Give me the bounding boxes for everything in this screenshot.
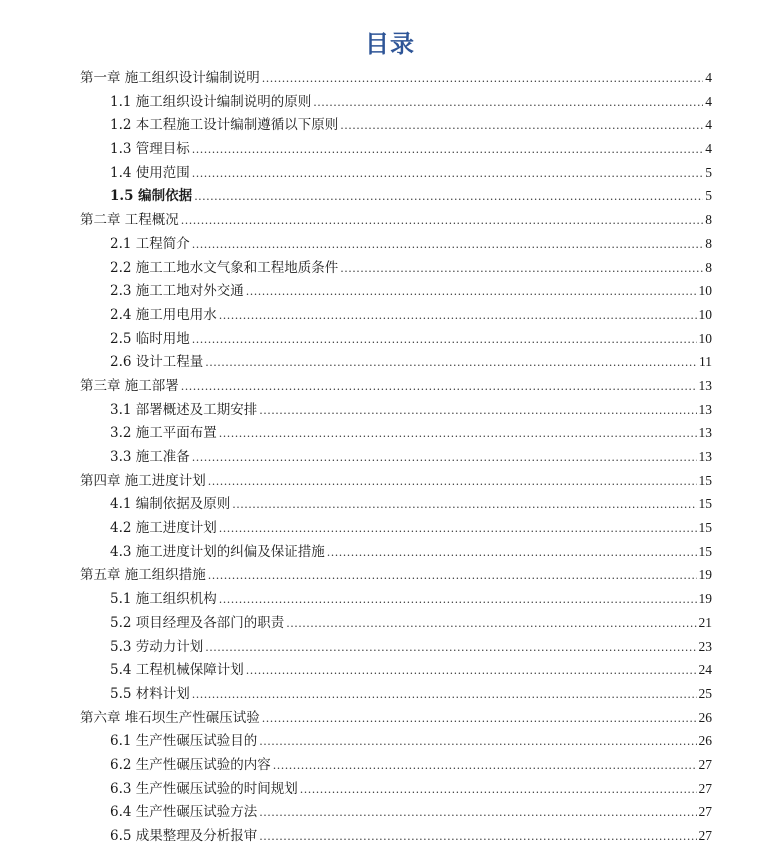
dot-leader [262, 67, 703, 91]
dot-leader [340, 257, 703, 281]
toc-entry-label: 4.1 编制依据及原则 [110, 496, 231, 513]
dot-leader [192, 233, 703, 257]
toc-page-number: 11 [699, 354, 712, 370]
toc-page-number: 15 [698, 543, 712, 559]
toc-entry-label: 1.5 编制依据 [110, 188, 193, 205]
toc-page-number: 27 [698, 828, 712, 843]
toc-section-entry[interactable] [80, 492, 712, 516]
toc-section-entry[interactable] [80, 611, 712, 635]
toc-section-entry[interactable] [80, 635, 712, 659]
toc-page-number: 26 [698, 733, 712, 749]
toc-entry-label: 2.6 设计工程量 [110, 354, 204, 371]
toc-entry-label: 5.1 施工组织机构 [110, 591, 217, 608]
toc-entry-label: 3.3 施工准备 [110, 449, 190, 465]
toc-entry-label: 6.1 生产性碾压试验目的 [110, 733, 258, 750]
toc-entry-label: 5.4 工程机械保障计划 [110, 662, 244, 679]
toc-section-entry[interactable] [80, 800, 712, 824]
dot-leader [219, 422, 697, 446]
dot-leader [286, 612, 696, 636]
toc-page-number: 10 [698, 330, 712, 346]
dot-leader [219, 517, 697, 541]
toc-entry-label: 5.3 劳动力计划 [110, 638, 204, 655]
toc-page-number: 10 [698, 283, 712, 299]
toc-page-number: 26 [698, 709, 712, 725]
dot-leader [181, 209, 703, 233]
dot-leader [208, 564, 697, 588]
dot-leader [340, 114, 703, 138]
toc-section-entry[interactable] [80, 516, 712, 540]
toc-page-number: 4 [705, 70, 712, 85]
toc-page-number: 8 [705, 259, 712, 275]
toc-entry-label: 4.2 施工进度计划 [110, 520, 217, 537]
dot-leader [192, 138, 703, 162]
toc-page-number: 19 [698, 591, 712, 607]
toc-section-entry[interactable] [80, 256, 712, 280]
dot-leader [232, 493, 696, 517]
toc-section-entry[interactable] [80, 445, 712, 469]
dot-leader [192, 162, 703, 186]
toc-entry-label: 1.3 管理目标 [110, 141, 190, 158]
dot-leader [259, 399, 696, 423]
toc-entry-label: 2.5 临时用地 [110, 330, 190, 347]
toc-page-number: 13 [698, 425, 712, 441]
toc-section-entry[interactable] [80, 824, 712, 848]
toc-page-number: 5 [705, 164, 712, 180]
toc-section-entry[interactable] [80, 137, 712, 161]
toc-chapter-entry[interactable] [80, 706, 712, 730]
toc-section-entry[interactable] [80, 540, 712, 564]
toc-entry-label: 4.3 施工进度计划的纠偏及保证措施 [110, 543, 325, 560]
toc-entry-label: 1.2 本工程施工设计编制遵循以下原则 [110, 117, 339, 134]
toc-page-number: 27 [698, 804, 712, 820]
dot-leader [259, 801, 696, 825]
toc-entry-label: 第二章 工程概况 [80, 212, 179, 229]
dot-leader [300, 778, 697, 802]
toc-chapter-entry[interactable] [80, 563, 712, 587]
toc-chapter-entry[interactable] [80, 469, 712, 493]
dot-leader [246, 659, 697, 683]
toc-entry-label: 第一章 施工组织设计编制说明 [80, 70, 260, 86]
toc-entry-label: 6.3 生产性碾压试验的时间规划 [110, 780, 298, 797]
toc-page-number: 15 [698, 472, 712, 488]
toc-entry-label: 第六章 堆石坝生产性碾压试验 [80, 709, 260, 726]
dot-leader [205, 351, 697, 375]
toc-section-entry[interactable] [80, 777, 712, 801]
toc-section-entry[interactable] [80, 729, 712, 753]
table-of-contents [80, 66, 712, 848]
dot-leader [208, 470, 697, 494]
toc-page-number: 5 [705, 188, 712, 204]
toc-entry-label: 2.2 施工工地水文气象和工程地质条件 [110, 259, 339, 276]
toc-page-number: 15 [698, 496, 712, 512]
toc-page-number: 27 [698, 756, 712, 772]
toc-page-number: 4 [705, 93, 712, 109]
toc-page-number: 21 [698, 614, 712, 630]
toc-chapter-entry[interactable] [80, 66, 712, 90]
toc-entry-label: 第三章 施工部署 [80, 377, 179, 394]
toc-entry-label: 5.5 材料计划 [110, 685, 190, 702]
toc-page-number: 25 [698, 685, 712, 701]
toc-page-number: 8 [705, 212, 712, 228]
toc-entry-label: 1.1 施工组织设计编制说明的原则 [110, 93, 312, 110]
dot-leader [327, 541, 697, 565]
toc-page-number: 13 [698, 401, 712, 417]
page-title: 目录 [365, 30, 415, 58]
dot-leader [205, 636, 696, 660]
toc-section-entry[interactable] [80, 113, 712, 137]
toc-section-entry[interactable] [80, 90, 712, 114]
dot-leader [181, 375, 697, 399]
toc-section-entry[interactable] [80, 682, 712, 706]
toc-entry-label: 5.2 项目经理及各部门的职责 [110, 614, 285, 631]
toc-page-number: 8 [705, 235, 712, 251]
toc-page-number: 10 [698, 306, 712, 322]
toc-section-entry[interactable] [80, 161, 712, 185]
toc-section-entry[interactable] [80, 658, 712, 682]
toc-entry-label: 第四章 施工进度计划 [80, 472, 206, 489]
toc-section-entry[interactable] [80, 753, 712, 777]
toc-section-entry[interactable] [80, 327, 712, 351]
dot-leader [313, 91, 703, 115]
dot-leader [273, 754, 697, 778]
toc-section-entry[interactable] [80, 279, 712, 303]
toc-entry-label: 3.1 部署概述及工期安排 [110, 401, 258, 418]
dot-leader [192, 446, 697, 470]
dot-leader [192, 683, 697, 707]
toc-entry-label: 3.2 施工平面布置 [110, 425, 217, 442]
toc-section-entry[interactable] [80, 398, 712, 422]
dot-leader [219, 304, 697, 328]
dot-leader [194, 185, 703, 209]
toc-entry-label: 第五章 施工组织措施 [80, 567, 206, 584]
toc-section-entry[interactable] [80, 303, 712, 327]
toc-section-entry[interactable] [80, 587, 712, 611]
toc-page-number: 19 [698, 567, 712, 583]
toc-section-entry[interactable] [80, 350, 712, 374]
toc-entry-label: 2.1 工程简介 [110, 235, 190, 252]
dot-leader [262, 707, 697, 731]
toc-page-number: 4 [705, 117, 712, 133]
toc-chapter-entry[interactable] [80, 208, 712, 232]
dot-leader [259, 825, 696, 849]
dot-leader [192, 328, 697, 352]
toc-entry-label: 6.2 生产性碾压试验的内容 [110, 756, 271, 773]
toc-entry-label: 6.4 生产性碾压试验方法 [110, 804, 258, 821]
dot-leader [246, 280, 697, 304]
toc-entry-label: 2.3 施工工地对外交通 [110, 283, 244, 300]
toc-page-number: 23 [698, 638, 712, 654]
toc-entry-label: 1.4 使用范围 [110, 164, 190, 181]
toc-chapter-entry[interactable] [80, 374, 712, 398]
dot-leader [259, 730, 696, 754]
toc-page-number: 4 [705, 141, 712, 157]
toc-page-number: 15 [698, 520, 712, 536]
toc-entry-label: 2.4 施工用电用水 [110, 306, 217, 323]
toc-page-number: 27 [698, 780, 712, 796]
toc-section-entry[interactable] [80, 232, 712, 256]
dot-leader [219, 588, 697, 612]
toc-page-number: 13 [698, 449, 712, 464]
toc-page-number: 13 [698, 377, 712, 393]
toc-page-number: 24 [698, 662, 712, 678]
toc-section-entry[interactable] [80, 421, 712, 445]
toc-section-entry[interactable] [80, 184, 712, 208]
toc-entry-label: 6.5 成果整理及分析报审 [110, 828, 258, 844]
